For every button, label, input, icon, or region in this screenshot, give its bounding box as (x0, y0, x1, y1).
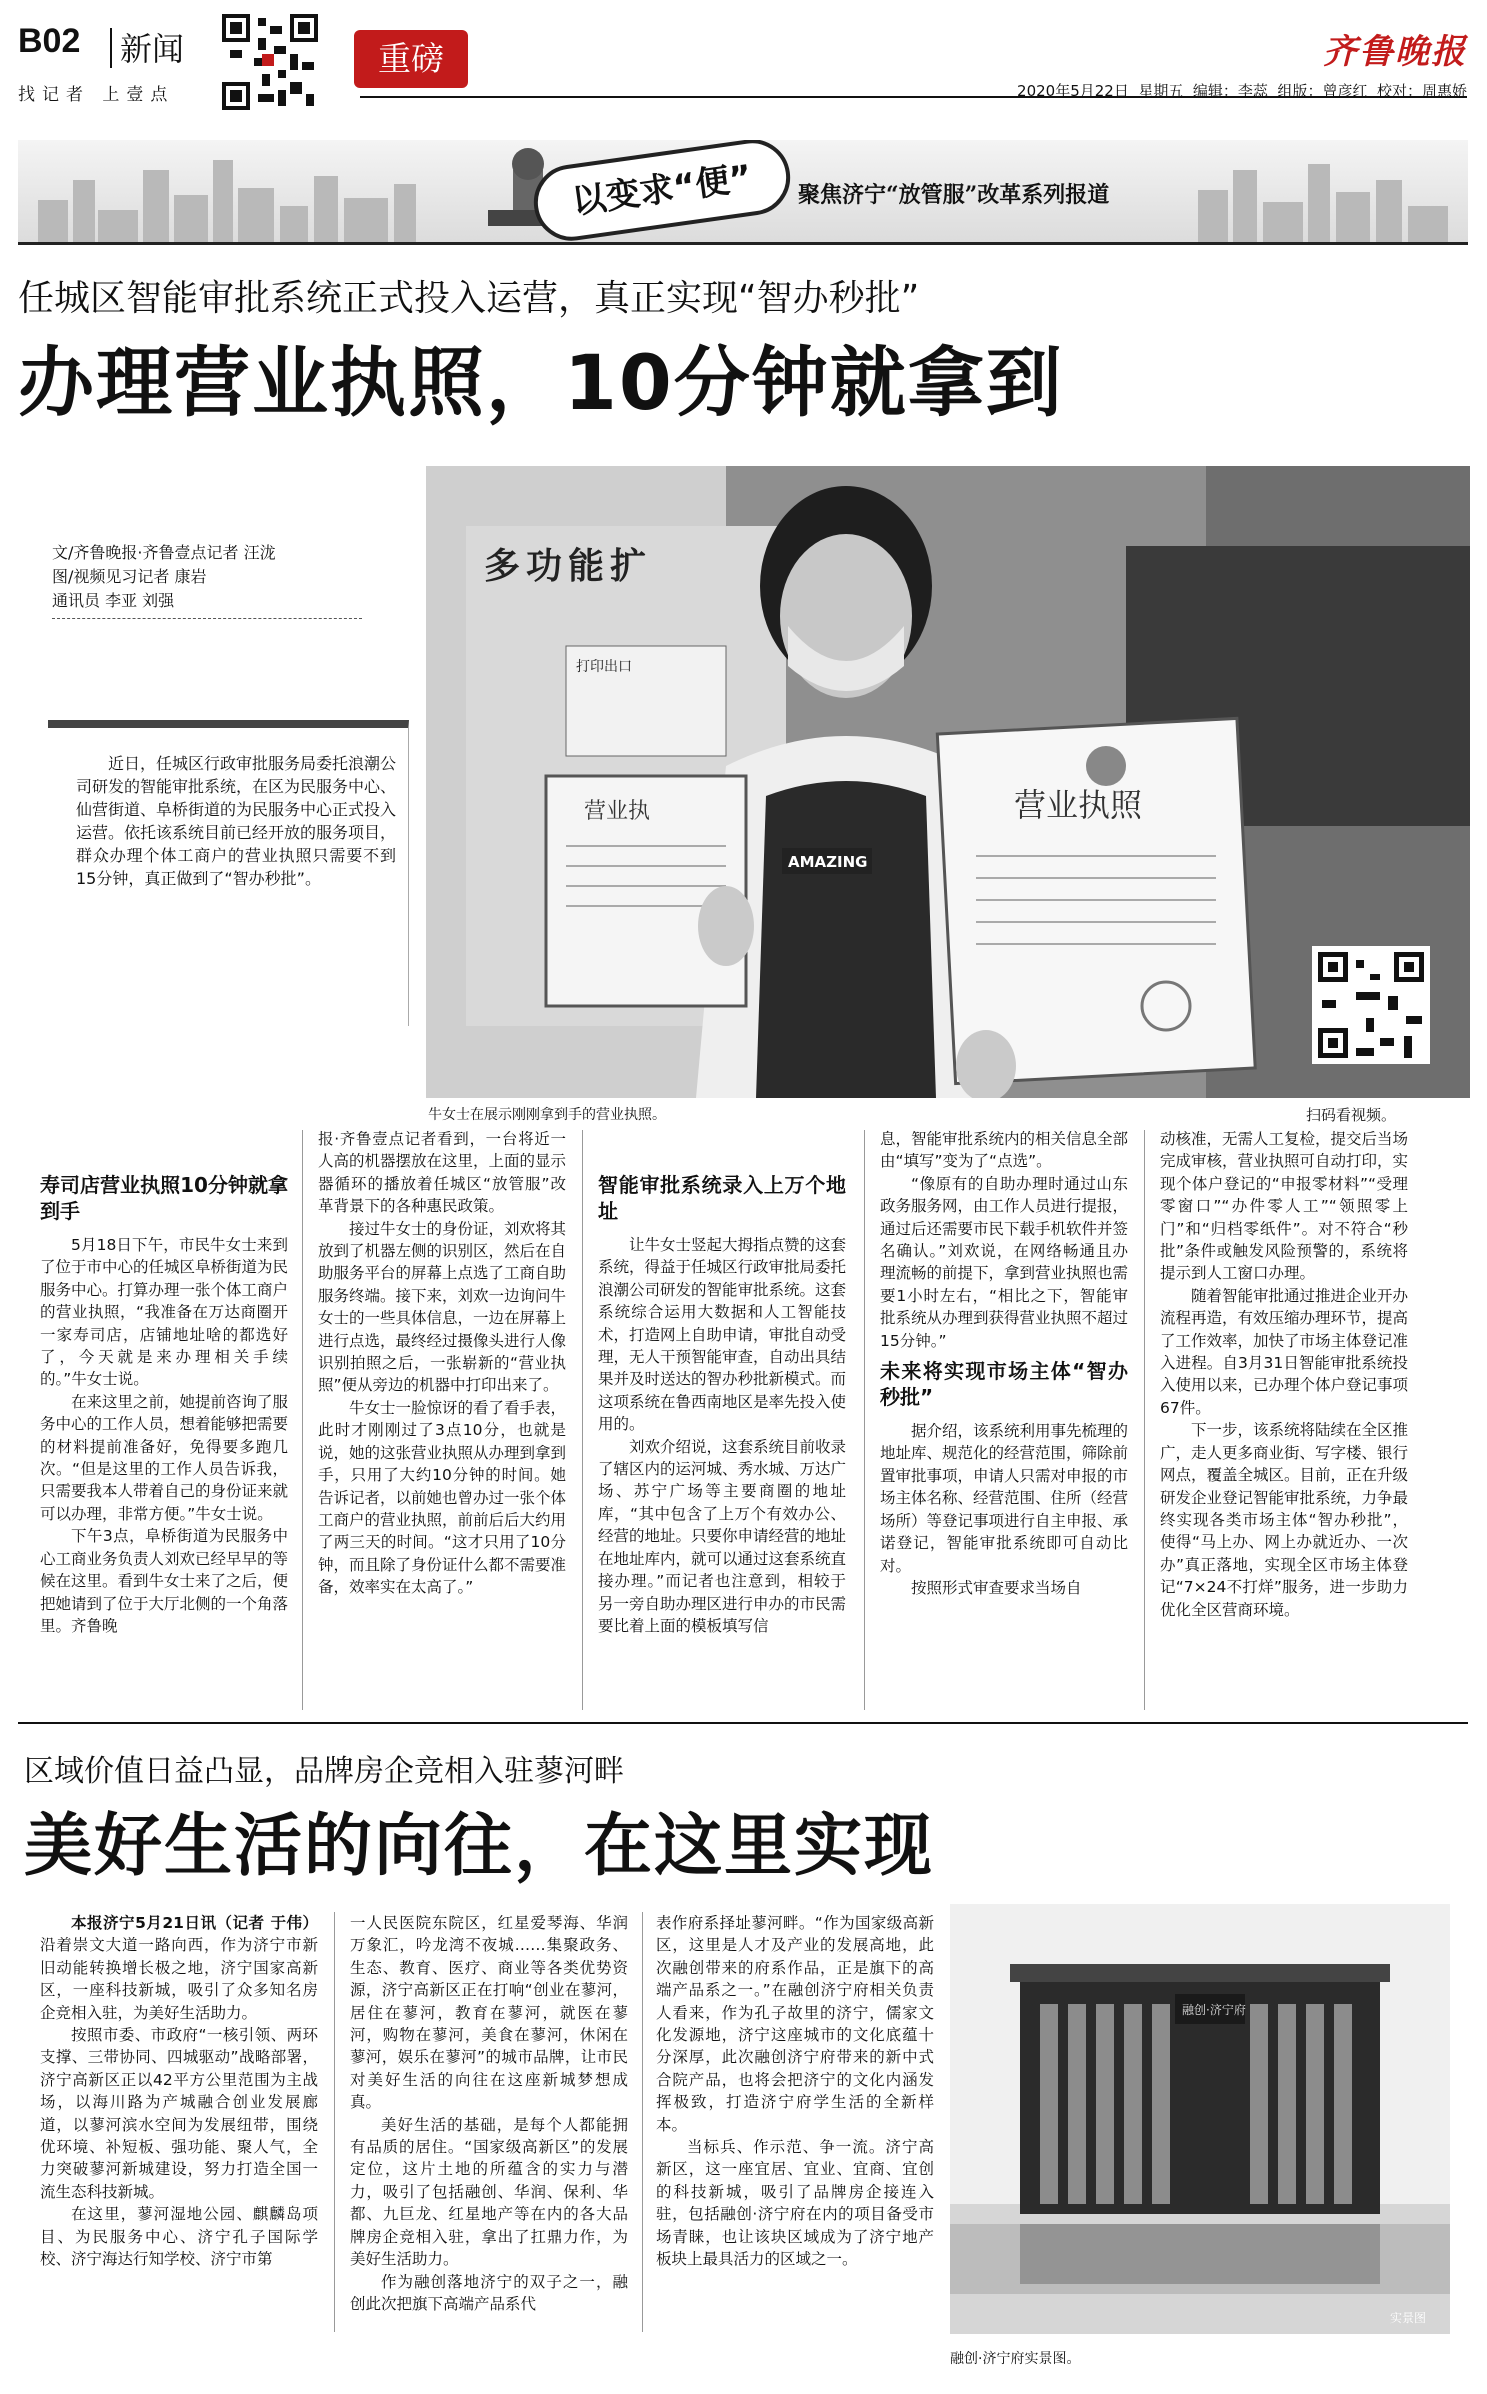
headline-tag (354, 30, 468, 88)
tag-label: 重磅 (378, 39, 444, 78)
dateline: 本报济宁5月21日讯（记者 于伟） (71, 1914, 318, 1932)
building-photo (950, 1904, 1450, 2334)
building-sign: 融创·济宁府 (1182, 2003, 1246, 2017)
qr-code-icon (222, 14, 318, 110)
article-separator (18, 1722, 1468, 1724)
article1-column-3 (598, 1166, 846, 1637)
article1-headline: 办理营业执照，10分钟就拿到 (18, 338, 1064, 427)
article2-column-2 (350, 1912, 628, 2315)
article2-column-1 (40, 1912, 318, 2271)
paragraph: 5月18日下午，市民牛女士来到了位于市中心的任城区阜桥街道为民服务中心。打算办理一张个体工商户的营业执照，“我准备在万达商圈开一家寿司店，店铺地址啥的都选好了，今天就是来办理相关手续的。”牛女士说。 (40, 1236, 289, 1389)
article1-kicker: 任城区智能审批系统正式投入运营，真正实现“智办秒批” (18, 278, 920, 319)
small-license-title: 营业执 (584, 799, 651, 824)
paragraph: 接过牛女士的身份证，刘欢将其放到了机器左侧的识别区，然后在自助服务平台的屏幕上点选了工商自助服务终端。接下来，刘欢一边询问牛女士的一些具体信息，一边在屏幕上进行点选，最终经过摄像头进行人像识别拍照之后，一张崭新的“营业执照”便从旁边的机器中打印出来了。 (318, 1219, 567, 1395)
article1-column-2 (318, 1128, 566, 1599)
page-number: B02 (18, 22, 81, 60)
column-rule (864, 1130, 865, 1710)
paragraph: 按照市委、市政府“一核引领、两环支撑、三带协同、四城驱动”战略部署，济宁高新区正以42平方公里范围为主战场，以海川路为产城融合创业发展廊道，以蓼河滨水空间为发展纽带，围绕优环境、补短板、强功能、聚人气，全力突破蓼河新城建设，努力打造全国一流生态科技新城。 (40, 2026, 318, 2201)
paragraph: 美好生活的基础，是每个人都能拥有品质的居住。“国家级高新区”的发展定位，这片土地的所蕴含的实力与潜力，吸引了包括融创、华润、保利、华都、九巨龙、红星地产等在内的各大品牌房企竞相入驻，拿出了扛鼎力作，为美好生活助力。 (350, 2115, 628, 2269)
large-license-title: 营业执照 (1014, 786, 1143, 824)
woman-with-license-photo (426, 466, 1470, 1098)
paragraph: 按照形式审查要求当场自 (911, 1578, 1082, 1597)
photo-watermark: 实景图 (1390, 2311, 1427, 2325)
section-name: 新闻 (120, 30, 185, 68)
byline-writer: 文/齐鲁晚报·齐鲁壹点记者 汪泷 (52, 543, 276, 562)
paragraph: 报·齐鲁壹点记者看到，一台将近一人高的机器摆放在这里，上面的显示器循环的播放着任城区“放管服”改革背景下的各种惠民政策。 (318, 1130, 567, 1216)
paragraph: 一人民医院东院区，红星爱琴海、华润万象汇，吟龙湾不夜城……集聚政务、生态、教育、医疗、商业等各类优势资源，济宁高新区正在打响“创业在蓼河，居住在蓼河，教育在蓼河，就医在蓼河，购物在蓼河，美食在蓼河，休闲在蓼河，娱乐在蓼河”的城市品牌，让市民对美好生活的向往在这座新城梦想成真。 (350, 1914, 628, 2112)
building-photo-caption: 融创·济宁府实景图。 (950, 2351, 1081, 2367)
paragraph: 据介绍，该系统利用事先梳理的地址库、规范化的经营范围，筛除前置审批事项，申请人只需对申报的市场主体名称、经营范围、住所（经营场所）等登记事项进行自主申报、承诺登记，智能审批系统即可自动比对。 (880, 1422, 1129, 1575)
qr-caption: 扫码看视频。 (1306, 1106, 1397, 1124)
section-subtitle: 找记者 上壹点 (18, 85, 175, 105)
main-photo (426, 466, 1470, 1098)
column-rule (582, 1130, 583, 1710)
article2-kicker: 区域价值日益凸显，品牌房企竞相入驻蓼河畔 (24, 1754, 624, 1789)
article1-column-1 (40, 1166, 288, 1637)
paragraph: 表作府系择址蓼河畔。“作为国家级高新区，这里是人才及产业的发展高地，此次融创带来的府系作品，正是旗下的高端产品系之一。”在融创济宁府相关负责人看来，作为孔子故里的济宁，儒家文化发源地，济宁这座城市的文化底蕴十分深厚，此次融创济宁府带来的新中式合院产品，也将会把济宁的文化内涵发挥极致，打造济宁府学生活的全新样本。 (656, 1914, 934, 2134)
subhead-2: 智能审批系统录入上万个地址 (598, 1173, 846, 1223)
paragraph: 下午3点，阜桥街道为民服务中心工商业务负责人刘欢已经早早的等候在这里。看到牛女士来了之后，便把她请到了位于大厅北侧的一个角落里。齐鲁晚 (40, 1527, 289, 1635)
column-rule (302, 1130, 303, 1710)
article2-headline: 美好生活的向往，在这里实现 (24, 1807, 935, 1886)
column-rule (334, 1912, 335, 2332)
paragraph: 息，智能审批系统内的相关信息全部由“填写”变为了“点选”。 (880, 1130, 1129, 1171)
lead-paragraph: 近日，任城区行政审批服务局委托浪潮公司研发的智能审批系统，在区为民服务中心、仙营街道、阜桥街道的为民服务中心正式投入运营。依托该系统目前已经开放的服务项目，群众办理个体工商户的营业执照只需要不到15分钟，真正做到了“智办秒批”。 (76, 754, 397, 888)
paragraph: 随着智能审批通过推进企业开办流程再造，有效压缩办理环节，提高了工作效率，加快了市场主体登记准入进程。自3月31日智能审批系统投入使用以来，已办理个体户登记事项67件。 (1160, 1286, 1409, 1417)
article1-column-5 (1160, 1128, 1408, 1621)
article2-column-3 (656, 1912, 934, 2271)
print-slot-label: 打印出口 (576, 659, 632, 675)
paragraph: 动核准，无需人工复检，提交后当场完成审核，营业执照可自动打印，实现个体户登记的“申报零材料”“受理零窗口”“办件零人工”“领照零上门”和“归档零纸件”。对不符合“秒批”条件或触发风险预警的，系统将提示到人工窗口办理。 (1160, 1130, 1409, 1283)
paragraph (40, 1912, 318, 2024)
paragraph: 在这里，蓼河湿地公园、麒麟岛项目、为民服务中心、济宁孔子国际学校、济宁海达行知学校、济宁市第 (40, 2205, 318, 2269)
byline-photo: 图/视频见习记者 康岩 (52, 567, 207, 586)
header-divider (110, 28, 112, 68)
jacket-label: AMAZING (788, 853, 868, 871)
column-rule (1144, 1130, 1145, 1710)
series-banner (18, 140, 1468, 245)
header-qr-code[interactable] (222, 14, 318, 110)
byline-rule (52, 618, 362, 619)
column-rule (642, 1912, 643, 2332)
paragraph: “像原有的自助办理时通过山东政务服务网，由工作人员进行提报，通过后还需要市民下载手机软件并签名确认。”刘欢说，在网络畅通且办理流畅的前提下，拿到营业执照也需要1小时左右，“相比之下，智能审批系统从办理到获得营业执照不超过15分钟。” (880, 1174, 1129, 1350)
subhead-1: 寿司店营业执照10分钟就拿到手 (40, 1173, 288, 1223)
paragraph: 作为融创落地济宁的双子之一，融创此次把旗下高端产品系代 (350, 2272, 628, 2313)
machine-sign: 多功能扩 (484, 546, 653, 587)
byline-correspondent: 通讯员 李亚 刘强 (52, 591, 175, 610)
article1-column-4 (880, 1128, 1128, 1599)
building-photo-graphic (950, 1904, 1450, 2334)
paragraph: 刘欢介绍说，这套系统目前收录了辖区内的运河城、秀水城、万达广场、苏宁广场等主要商圈的地址库，“其中包含了上万个有效办公、经营的地址。只要你申请经营的地址在地址库内，就可以通过这套系统直接办理。”而记者也注意到，相较于另一旁自助办理区进行申办的市民需要比着上面的模板填写信 (598, 1437, 847, 1635)
series-title: 聚焦济宁“放管服”改革系列报道 (798, 182, 1110, 208)
paragraph: 牛女士一脸惊讶的看了看手表，此时才刚刚过了3点10分，也就是说，她的这张营业执照从办理到拿到手，只用了大约10分钟的时间。她告诉记者，以前她也曾办过一张个体工商户的营业执照，前前后后大约用了两三天的时间。“这才只用了10分钟，而且除了身份证什么都不需要准备，效率实在太高了。” (318, 1398, 567, 1597)
paragraph: 在来这里之前，她提前咨询了服务中心的工作人员，想着能够把需要的材料提前准备好，免得要多跑几次。“但是这里的工作人员告诉我，只需要我本人带着自己的身份证来就可以办理，非常方便。”牛女士说。 (40, 1392, 289, 1523)
newspaper-logo: 齐鲁晚报 (1323, 32, 1467, 72)
series-ribbon: 以变求“便” (529, 140, 795, 245)
issue-meta: 2020年5月22日 星期五 编辑：李蕊 组版：曾彦红 校对：周惠娇 (1017, 82, 1467, 100)
paragraph-text: 沿着崇文大道一路向西，作为济宁市新旧动能转换增长极之地，济宁国家高新区，一座科技新城，吸引了众多知名房企竞相入驻，为美好生活助力。 (40, 1936, 318, 2022)
main-photo-caption: 牛女士在展示刚刚拿到手的营业执照。 (428, 1107, 666, 1123)
subhead-3: 未来将实现市场主体“智办秒批” (880, 1359, 1128, 1410)
paragraph: 让牛女士竖起大拇指点赞的这套系统，得益于任城区行政审批局委托浪潮公司研发的智能审批系统。这套系统综合运用大数据和人工智能技术，打造网上自助申请，审批自动受理，无人干预智能审查，自动出具结果并及时送达的智办秒批新模式。而这项系统在鲁西南地区是率先投入使用的。 (598, 1236, 847, 1434)
paragraph: 当标兵、作示范、争一流。济宁高新区，这一座宜居、宜业、宜商、宜创的科技新城，吸引了品牌房企接连入驻，包括融创·济宁府在内的项目备受市场青睐，也让该块区域成为了济宁地产板块上最具活力的区域之一。 (656, 2138, 934, 2269)
paragraph: 下一步，该系统将陆续在全区推广，走人更多商业街、写字楼、银行网点，覆盖全城区。目前，正在升级研发企业登记智能审批系统，力争最终实现各类市场主体“智办秒批”，使得“马上办、网上办就近办、一次办”真正落地，实现全区市场主体登记“7×24不打烊”服务，进一步助力优化全区营商环境。 (1160, 1421, 1409, 1619)
